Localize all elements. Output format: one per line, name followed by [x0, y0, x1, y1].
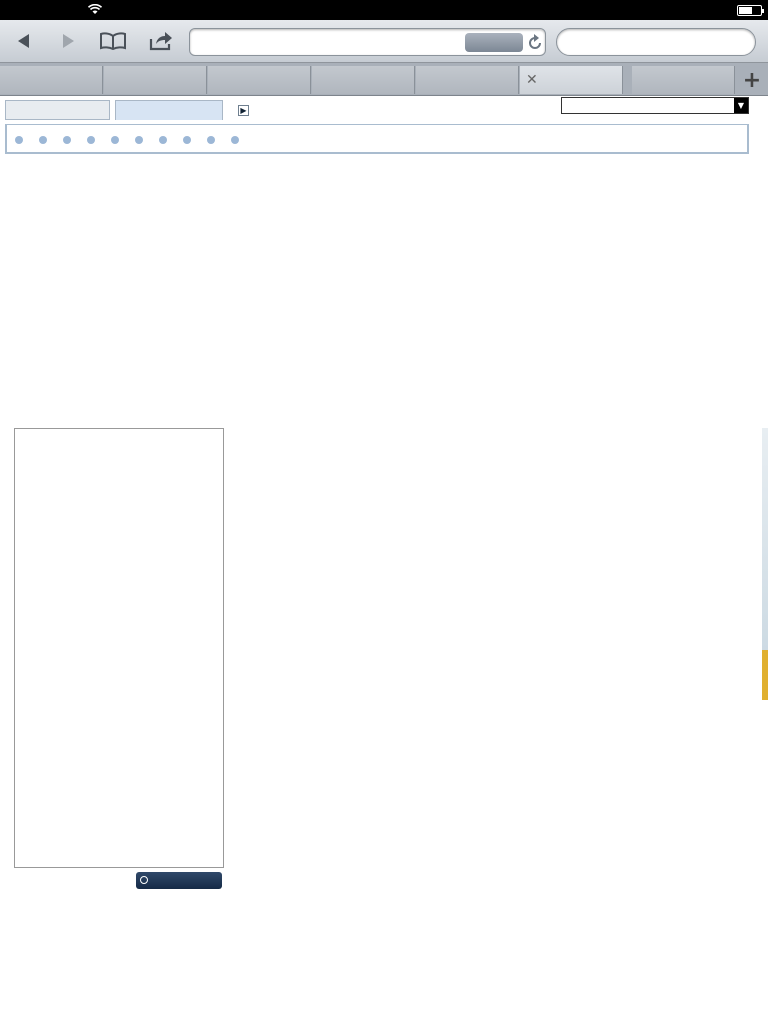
bullet-icon — [231, 136, 239, 144]
battery-icon — [737, 5, 762, 16]
browser-tab[interactable] — [416, 66, 519, 94]
reload-icon[interactable] — [527, 34, 543, 51]
bullet-icon — [39, 136, 47, 144]
edition-bar — [0, 96, 768, 124]
browser-tab[interactable] — [104, 66, 207, 94]
bullet-icon — [63, 136, 71, 144]
magnifier-icon — [140, 876, 148, 884]
nav-item[interactable] — [63, 132, 77, 146]
search-input[interactable] — [556, 28, 756, 56]
plus-one-link[interactable] — [238, 102, 253, 118]
close-tab-icon[interactable]: ✕ — [526, 72, 538, 88]
chart-figure[interactable] — [14, 428, 224, 868]
zoom-image-button[interactable] — [136, 872, 222, 889]
share-button[interactable] — [145, 26, 177, 56]
nav-item[interactable] — [87, 132, 101, 146]
browser-tab[interactable] — [0, 66, 103, 94]
wifi-icon — [88, 4, 102, 15]
bullet-icon — [15, 136, 23, 144]
adjacent-ad-edge — [762, 650, 768, 700]
chart-svg — [15, 429, 223, 867]
book-icon — [100, 32, 126, 50]
forward-button[interactable] — [52, 26, 84, 56]
nav-item[interactable] — [39, 132, 53, 146]
browser-tab[interactable] — [632, 66, 735, 94]
dropdown-arrow-icon: ▼ — [734, 98, 748, 113]
bullet-icon — [87, 136, 95, 144]
reader-button[interactable] — [465, 33, 523, 52]
nav-item[interactable] — [183, 132, 197, 146]
status-bar — [0, 0, 768, 20]
bullet-icon — [159, 136, 167, 144]
back-button[interactable] — [8, 26, 40, 56]
back-arrow-icon — [15, 32, 33, 50]
bullet-icon — [111, 136, 119, 144]
browser-tab[interactable] — [208, 66, 311, 94]
bullet-icon — [135, 136, 143, 144]
forward-arrow-icon — [59, 32, 77, 50]
address-bar[interactable] — [189, 28, 546, 56]
arrow-box-icon: ▶ — [238, 105, 249, 116]
section-nav — [5, 124, 749, 154]
bullet-icon — [207, 136, 215, 144]
browser-tab-active[interactable] — [520, 66, 623, 94]
share-icon — [149, 31, 173, 51]
nav-item[interactable] — [159, 132, 173, 146]
nav-item[interactable] — [207, 132, 221, 146]
nav-item[interactable] — [15, 132, 29, 146]
tab-bar — [0, 63, 768, 96]
plus-icon: + — [742, 67, 762, 93]
tab-morning-edition[interactable] — [5, 100, 110, 120]
browser-tab[interactable] — [312, 66, 415, 94]
article-list-select[interactable] — [561, 97, 749, 114]
nav-item[interactable] — [231, 132, 245, 146]
new-tab-button[interactable] — [736, 66, 768, 94]
bullet-icon — [183, 136, 191, 144]
tab-evening-edition[interactable] — [115, 100, 223, 120]
browser-toolbar — [0, 20, 768, 63]
nav-item[interactable] — [135, 132, 149, 146]
nav-item[interactable] — [111, 132, 125, 146]
bookmarks-button[interactable] — [97, 26, 129, 56]
